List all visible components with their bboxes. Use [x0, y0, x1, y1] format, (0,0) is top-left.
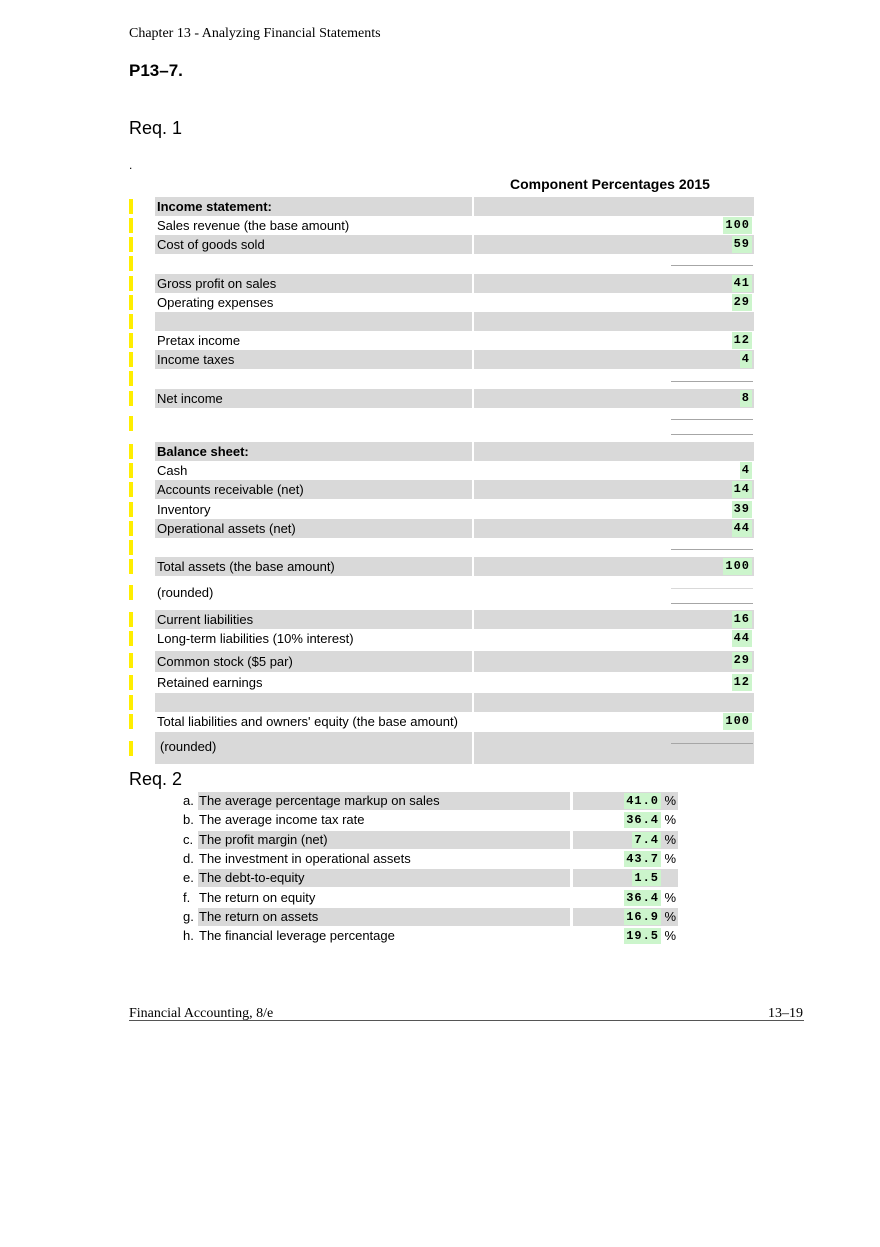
ratio-value[interactable]: 43.7	[626, 852, 659, 866]
subtotal-underline	[671, 549, 753, 550]
item-letter: c.	[183, 832, 194, 847]
row-label: Accounts receivable (net)	[155, 480, 472, 499]
row-label	[155, 254, 472, 273]
row-label	[155, 693, 472, 712]
chapter-header: Chapter 13 - Analyzing Financial Statements	[129, 26, 381, 41]
row-marker	[129, 521, 133, 536]
row-marker	[129, 540, 133, 555]
table-row	[0, 331, 880, 350]
table-row	[0, 369, 880, 388]
table-row	[0, 500, 880, 519]
row-value[interactable]: 100	[725, 714, 750, 728]
ratio-cell[interactable]	[573, 831, 678, 849]
value-cell[interactable]	[474, 461, 754, 480]
table-row	[0, 442, 880, 461]
table-row	[0, 693, 880, 712]
value-cell[interactable]	[474, 442, 754, 461]
stray-dot: .	[129, 158, 133, 172]
value-cell[interactable]	[474, 274, 754, 293]
subtotal-underline	[671, 705, 753, 706]
item-letter: e.	[183, 870, 194, 885]
req1-heading: Req. 1	[129, 118, 183, 138]
table-row	[0, 293, 880, 312]
row-marker	[129, 276, 133, 291]
row-label: Inventory	[157, 502, 211, 517]
row-marker	[129, 653, 133, 668]
ratio-row	[0, 792, 880, 810]
item-letter: h.	[183, 928, 194, 943]
table-row	[0, 480, 880, 499]
item-letter: a.	[183, 793, 194, 808]
ratio-value[interactable]: 16.9	[626, 910, 659, 924]
ratio-row	[0, 831, 880, 849]
row-value[interactable]: 44	[733, 631, 750, 645]
ratio-label: The average income tax rate	[199, 812, 365, 827]
value-cell[interactable]	[474, 235, 754, 254]
row-label: Income taxes	[155, 350, 472, 369]
row-marker	[129, 416, 133, 431]
ratio-row	[0, 927, 880, 945]
table-row	[0, 629, 880, 648]
ratio-value[interactable]: 36.4	[626, 891, 659, 905]
row-marker	[129, 218, 133, 233]
value-cell[interactable]	[474, 389, 754, 408]
item-letter: d.	[183, 851, 194, 866]
row-value[interactable]: 59	[733, 237, 750, 251]
ratio-value[interactable]: 1.5	[634, 871, 659, 885]
row-marker	[129, 314, 133, 329]
row-label	[155, 538, 472, 557]
item-letter: f.	[183, 890, 191, 905]
percent-sign: %	[664, 928, 676, 943]
subtotal-underline	[671, 324, 753, 325]
value-cell[interactable]	[474, 712, 754, 731]
value-cell[interactable]	[474, 350, 754, 369]
row-value[interactable]: 4	[741, 352, 750, 366]
row-label: (rounded)	[155, 732, 472, 764]
row-label	[155, 312, 472, 331]
value-cell[interactable]	[474, 197, 754, 216]
req2-heading: Req. 2	[129, 769, 183, 789]
row-value[interactable]: 14	[733, 482, 750, 496]
table-row	[0, 235, 880, 254]
component-percentages-header: Component Percentages 2015	[510, 176, 710, 192]
ratio-cell[interactable]	[573, 850, 678, 868]
value-cell[interactable]	[474, 519, 754, 538]
ratio-cell[interactable]	[573, 811, 678, 829]
value-cell[interactable]	[474, 651, 754, 672]
row-value[interactable]: 29	[733, 653, 750, 667]
row-label: Gross profit on sales	[155, 274, 472, 293]
value-cell[interactable]	[474, 673, 754, 692]
ratio-value[interactable]: 41.0	[626, 794, 659, 808]
row-label: Operating expenses	[157, 295, 274, 310]
double-underline	[671, 743, 753, 744]
row-marker	[129, 714, 133, 729]
value-cell[interactable]	[474, 331, 754, 350]
footer-page-number: 13–19	[768, 1006, 803, 1021]
row-label	[155, 414, 472, 433]
percent-sign: %	[664, 909, 676, 924]
ratio-cell[interactable]	[573, 889, 678, 907]
percent-sign: %	[664, 851, 676, 866]
value-cell[interactable]	[474, 610, 754, 629]
row-label: (rounded)	[157, 585, 214, 600]
table-row	[0, 274, 880, 293]
row-label: Current liabilities	[155, 610, 472, 629]
item-letter: g.	[183, 909, 194, 924]
row-marker	[129, 256, 133, 271]
double-underline	[671, 419, 753, 420]
value-cell[interactable]	[474, 216, 754, 235]
row-value[interactable]: 8	[741, 391, 750, 405]
table-row	[0, 583, 880, 602]
row-label: Cash	[157, 463, 188, 478]
table-row	[0, 538, 880, 557]
row-marker	[129, 444, 133, 459]
subtotal-underline	[671, 265, 753, 266]
table-row	[0, 389, 880, 408]
row-label: Sales revenue (the base amount)	[157, 218, 350, 233]
table-row	[0, 461, 880, 480]
double-underline	[671, 603, 753, 604]
ratio-cell[interactable]	[573, 908, 678, 926]
footer-book-title: Financial Accounting, 8/e	[129, 1006, 274, 1021]
row-marker	[129, 199, 133, 214]
row-value[interactable]: 12	[733, 675, 750, 689]
row-value[interactable]: 41	[733, 276, 750, 290]
row-marker	[129, 463, 133, 478]
row-label	[155, 369, 472, 388]
value-cell[interactable]	[474, 629, 754, 648]
value-cell[interactable]	[474, 500, 754, 519]
row-value[interactable]: 44	[733, 521, 750, 535]
row-value[interactable]: 4	[741, 463, 750, 477]
row-label: Long-term liabilities (10% interest)	[157, 631, 354, 646]
percent-sign: %	[664, 890, 676, 905]
ratio-row	[0, 889, 880, 907]
ratio-cell[interactable]	[573, 869, 678, 887]
table-row	[0, 197, 880, 216]
ratio-value[interactable]: 7.4	[634, 833, 659, 847]
row-label: Total assets (the base amount)	[155, 557, 472, 576]
table-row	[0, 312, 880, 331]
ratio-label: The debt-to-equity	[198, 869, 570, 887]
ratio-value[interactable]: 36.4	[626, 813, 659, 827]
row-marker	[129, 559, 133, 574]
row-marker	[129, 695, 133, 710]
table-row	[0, 673, 880, 692]
ratio-label: The average percentage markup on sales	[198, 792, 570, 810]
value-cell[interactable]	[474, 293, 754, 312]
row-label: Balance sheet:	[155, 442, 472, 461]
row-label: Pretax income	[157, 333, 241, 348]
problem-number: P13–7.	[129, 61, 183, 80]
row-marker	[129, 352, 133, 367]
row-label: Net income	[155, 389, 472, 408]
ratio-cell[interactable]	[573, 792, 678, 810]
ratio-cell[interactable]	[573, 927, 678, 945]
ratio-label: The return on equity	[199, 890, 316, 905]
row-marker	[129, 295, 133, 310]
double-underline	[671, 588, 753, 589]
row-marker	[129, 482, 133, 497]
row-marker	[129, 612, 133, 627]
row-marker	[129, 333, 133, 348]
value-cell[interactable]	[474, 693, 754, 712]
item-letter: b.	[183, 812, 194, 827]
ratio-row	[0, 811, 880, 829]
row-value[interactable]: 16	[733, 612, 750, 626]
row-value[interactable]: 12	[733, 333, 750, 347]
ratio-label: The investment in operational assets	[199, 851, 411, 866]
row-marker	[129, 675, 133, 690]
row-label: Total liabilities and owners' equity (the base amount)	[157, 714, 458, 729]
row-label: Retained earnings	[157, 675, 263, 690]
table-row	[0, 651, 880, 672]
double-underline	[671, 434, 753, 435]
row-marker	[129, 631, 133, 646]
table-row	[0, 610, 880, 629]
subtotal-underline	[671, 381, 753, 382]
row-marker	[129, 585, 133, 600]
row-marker	[129, 237, 133, 252]
ratio-row	[0, 908, 880, 926]
table-row	[0, 519, 880, 538]
row-label: Common stock ($5 par)	[155, 651, 472, 672]
value-cell[interactable]	[474, 480, 754, 499]
row-marker	[129, 371, 133, 386]
row-marker	[129, 741, 133, 756]
value-cell[interactable]	[474, 732, 754, 764]
row-value[interactable]: 29	[733, 295, 750, 309]
double-underline	[671, 758, 753, 759]
row-marker	[129, 502, 133, 517]
ratio-value[interactable]: 19.5	[626, 929, 659, 943]
ratio-label: The return on assets	[198, 908, 570, 926]
percent-sign: %	[664, 812, 676, 827]
row-value[interactable]: 100	[725, 218, 750, 232]
table-row	[0, 350, 880, 369]
row-label: Operational assets (net)	[155, 519, 472, 538]
ratio-label: The financial leverage percentage	[199, 928, 395, 943]
percent-sign: %	[664, 832, 676, 847]
ratio-label: The profit margin (net)	[198, 831, 570, 849]
value-cell[interactable]	[474, 312, 754, 331]
row-value[interactable]: 39	[733, 502, 750, 516]
table-row	[0, 216, 880, 235]
row-label: Income statement:	[155, 197, 472, 216]
row-marker	[129, 391, 133, 406]
table-row	[0, 254, 880, 273]
footer-rule	[129, 1020, 804, 1021]
table-row	[0, 414, 880, 433]
row-label: Cost of goods sold	[155, 235, 472, 254]
table-row	[0, 712, 880, 731]
value-cell[interactable]	[474, 557, 754, 576]
percent-sign: %	[664, 793, 676, 808]
ratio-row	[0, 869, 880, 887]
table-row	[0, 557, 880, 576]
ratio-row	[0, 850, 880, 868]
table-row	[0, 732, 880, 764]
row-value[interactable]: 100	[725, 559, 750, 573]
